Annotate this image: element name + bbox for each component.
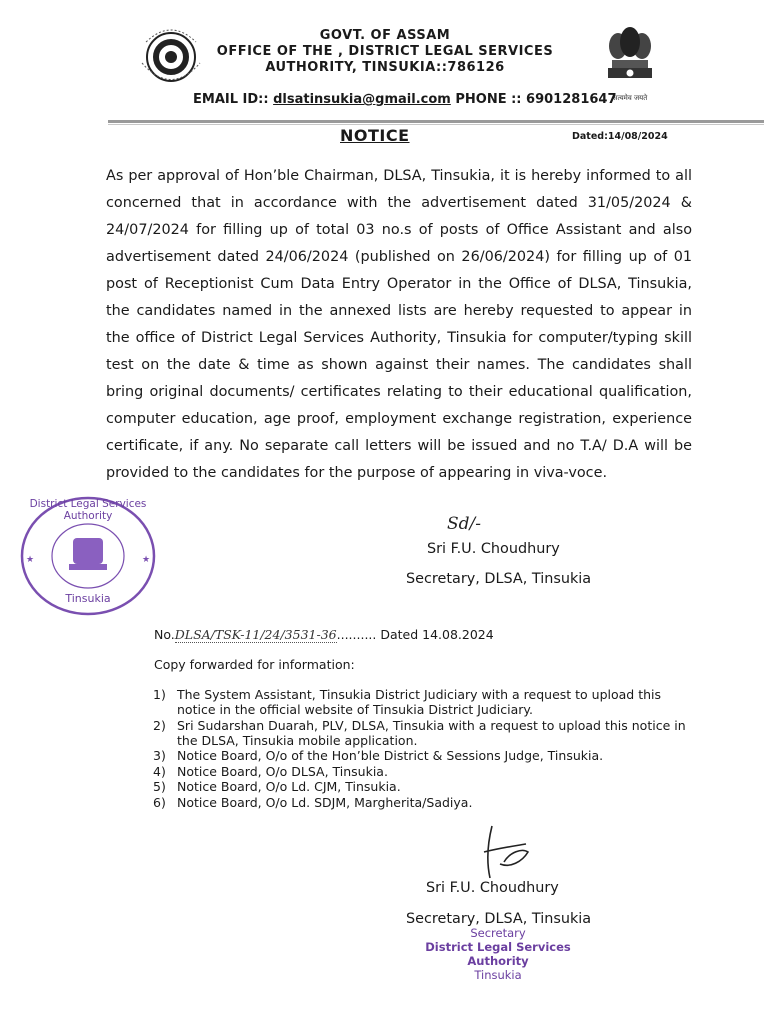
list-item — [153, 687, 698, 717]
notice-body: As per approval of Hon’ble Chairman, DLSA, Tinsukia, it is hereby informed to all concerned that in accordance with the advertisement dated 31/05/2024 & 24/07/2024 for filling up of total 03 no.s of posts of Office Assistant and also advertisement dated 24/06/2024 (published on 26/06/2024) for filling up of 01 post of Receptionist Cum Data Entry Operator in the Office of DLSA, Tinsukia, the candidates named in the annexed lists are hereby requested to appear in the office of District Legal Services Authority, Tinsukia for computer/typing skill test on the date & time as shown against their names. The candidates shall bring original documents/ certificates relating to their educational qualification, computer education, age proof, employment exchange registration, experience certificate, if any. No separate call letters will be issued and no T.A/ D.A will be provided to the candidates for the purpose of appearing in viva-voce. — [106, 168, 692, 481]
official-seal — [16, 492, 160, 620]
header-divider — [108, 120, 764, 123]
list-item-text: Notice Board, O/o Ld. CJM, Tinsukia. — [177, 779, 401, 794]
list-item-number: 1) — [153, 687, 166, 702]
copy-list — [153, 687, 698, 810]
notice-title: NOTICE — [340, 126, 410, 145]
signatory-name-2: Sri F.U. Choudhury — [426, 880, 559, 896]
email-link[interactable]: dlsatinsukia@gmail.com — [273, 92, 451, 107]
header-divider-thin — [108, 124, 764, 125]
signatory-designation-2: Secretary, DLSA, Tinsukia — [406, 911, 592, 927]
list-item-text: Notice Board, O/o of the Hon’ble District & Sessions Judge, Tinsukia. — [177, 748, 604, 763]
seal-text-bottom: Tinsukia — [65, 592, 111, 605]
list-item-number: 2) — [153, 717, 166, 733]
signatory-designation: Secretary, DLSA, Tinsukia — [406, 571, 592, 587]
signature-initials: Sd/- — [447, 514, 481, 534]
list-item — [153, 764, 698, 779]
memo-date: Dated 14.08.2024 — [380, 627, 494, 642]
list-item-number: 6) — [153, 794, 166, 810]
svg-text:★: ★ — [26, 555, 35, 565]
phone-number: 6901281647 — [526, 92, 617, 107]
stamp-line-authority: District Legal Services Authority — [425, 940, 571, 968]
emblem-motto: सत्यमेव जयते — [612, 94, 648, 102]
list-item-number: 4) — [153, 763, 166, 779]
signature-scribble-icon — [470, 822, 540, 882]
phone-label: PHONE :: — [455, 92, 522, 107]
list-item-number: 5) — [153, 779, 166, 794]
govt-heading: GOVT. OF ASSAM — [319, 28, 451, 43]
list-item — [153, 779, 698, 794]
list-item-text: The System Assistant, Tinsukia District Judiciary with a request to upload this notice in the official website of Tinsukia District Judiciary. — [177, 687, 662, 717]
svg-text:★: ★ — [142, 555, 151, 565]
list-item — [153, 718, 698, 748]
memo-no-value: DLSA/TSK-11/24/3531-36 — [174, 627, 337, 642]
designation-stamp — [408, 926, 588, 982]
memo-number-line — [154, 627, 494, 642]
office-heading: OFFICE OF THE , DISTRICT LEGAL SERVICES — [216, 44, 554, 59]
list-item — [153, 748, 698, 763]
list-item-text: Notice Board, O/o Ld. SDJM, Margherita/Sadiya. — [177, 794, 473, 810]
stamp-line-secretary: Secretary — [470, 926, 526, 940]
list-item-text: Sri Sudarshan Duarah, PLV, DLSA, Tinsukia with a request to upload this notice in the DLSA, Tinsukia mobile application. — [177, 717, 686, 748]
signatory-name: Sri F.U. Choudhury — [427, 541, 560, 557]
copy-forwarded-label: Copy forwarded for information: — [154, 657, 355, 672]
seal-text-top: District Legal Services Authority — [29, 498, 147, 522]
list-item-number: 3) — [153, 748, 166, 763]
memo-dots: .......... — [336, 627, 377, 642]
list-item — [153, 795, 698, 810]
stamp-line-tinsukia: Tinsukia — [474, 968, 522, 982]
contact-line — [193, 92, 617, 107]
list-item-text: Notice Board, O/o DLSA, Tinsukia. — [177, 763, 388, 779]
notice-date: Dated:14/08/2024 — [572, 131, 668, 142]
memo-no-label: No. — [154, 627, 175, 642]
email-label: EMAIL ID:: — [193, 92, 269, 107]
authority-heading: AUTHORITY, TINSUKIA::786126 — [265, 60, 505, 75]
handwritten-signature — [470, 822, 540, 882]
